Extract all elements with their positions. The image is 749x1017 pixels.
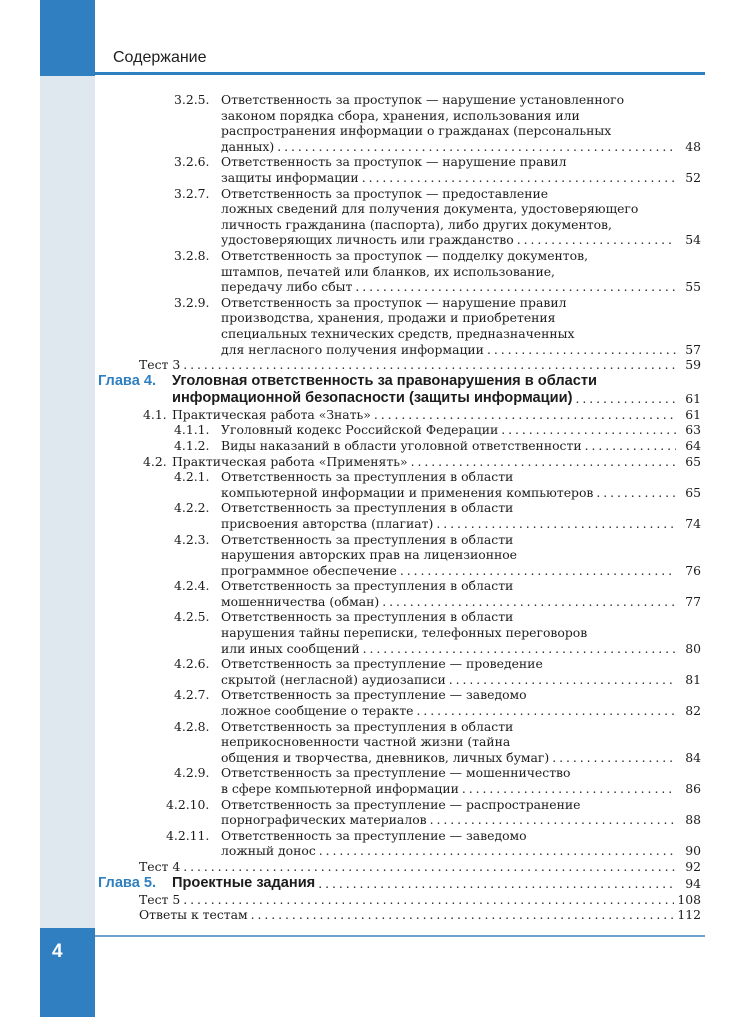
dot-leader — [400, 563, 676, 579]
page-ref: 80 — [685, 640, 701, 656]
entry-text: ложных сведений для получения документа, удостоверяющего — [221, 201, 639, 217]
entry-text: в сфере компьютерной информации — [221, 781, 459, 797]
page-ref: 61 — [685, 390, 701, 406]
toc-entry — [0, 609, 749, 656]
entry-text: мошенничества (обман) — [221, 593, 380, 609]
toc-entry — [0, 765, 749, 796]
entry-text: или иных сообщений — [221, 640, 360, 656]
entry-text: Ответственность за проступок — нарушение установленного — [221, 92, 625, 107]
page-ref: 81 — [685, 671, 701, 687]
toc-entry — [0, 469, 749, 500]
entry-text: Тест 5 — [139, 891, 181, 907]
entry-text: Уголовная ответственность за правонарушения в области — [172, 372, 597, 389]
toc-entry — [0, 828, 749, 859]
entry-text: производства, хранения, продажи и приобретения — [221, 310, 556, 326]
page-ref: 92 — [685, 859, 701, 875]
page-header-title: Содержание — [113, 49, 207, 66]
dot-leader — [430, 812, 676, 828]
entry-number: 4.1. — [143, 406, 167, 422]
entry-number: 4.2.6. — [174, 656, 210, 672]
entry-number: 3.2.6. — [174, 154, 210, 170]
chapter-entry — [0, 875, 749, 892]
page-ref: 65 — [685, 484, 701, 500]
header-rule — [95, 72, 705, 75]
entry-text: штампов, печатей или бланков, их использование, — [221, 263, 555, 279]
toc-entry — [0, 407, 749, 423]
entry-number: 4.2.2. — [174, 500, 210, 516]
entry-text: Ответственность за проступок — нарушение правил — [221, 294, 567, 310]
page-ref: 94 — [685, 875, 701, 891]
entry-text: личность гражданина (паспорта), либо других документов, — [221, 216, 612, 232]
entry-number: 4.2. — [143, 453, 167, 469]
toc-entry — [0, 357, 749, 373]
entry-text: Ответы к тестам — [139, 907, 248, 923]
entry-text: программное обеспечение — [221, 562, 397, 578]
dot-leader — [449, 672, 676, 688]
toc-entry — [0, 248, 749, 295]
page-ref: 76 — [685, 562, 701, 578]
entry-number: 4.2.7. — [174, 687, 210, 703]
toc-entry — [0, 422, 749, 438]
toc-entry — [0, 454, 749, 470]
dot-leader — [417, 703, 676, 719]
page-ref: 54 — [685, 232, 701, 248]
page-ref: 84 — [685, 749, 701, 765]
toc-entry — [0, 500, 749, 531]
dot-leader — [552, 750, 676, 766]
entry-number: 4.2.5. — [174, 609, 210, 625]
page-ref: 52 — [685, 169, 701, 185]
dot-leader — [318, 875, 676, 892]
entry-text: защиты информации — [221, 169, 359, 185]
entry-number: 4.2.9. — [174, 765, 210, 781]
toc-entry — [0, 719, 749, 766]
dot-leader — [596, 485, 676, 501]
toc-entry — [0, 295, 749, 357]
entry-text: нарушения тайны переписки, телефонных переговоров — [221, 625, 588, 641]
dot-leader — [363, 641, 676, 657]
dot-leader — [462, 781, 676, 797]
toc-entry — [0, 907, 749, 923]
toc-entry — [0, 92, 749, 154]
entry-text: Ответственность за проступок — подделку документов, — [221, 247, 589, 263]
toc-entry — [0, 656, 749, 687]
entry-text: Практическая работа «Применять» — [172, 453, 408, 469]
entry-text: нарушения авторских прав на лицензионное — [221, 547, 518, 563]
entry-text: Виды наказаний в области уголовной ответственности — [221, 437, 582, 453]
chapter-number: Глава 5. — [98, 874, 157, 891]
entry-text: общения и творчества, дневников, личных бумаг) — [221, 749, 550, 765]
entry-text: Ответственность за проступок — нарушение правил — [221, 154, 567, 170]
dot-leader — [183, 859, 676, 875]
entry-text: Ответственность за проступок — предоставление — [221, 185, 549, 201]
page-ref: 77 — [685, 593, 701, 609]
toc-entry — [0, 154, 749, 185]
page-ref: 63 — [685, 422, 701, 438]
entry-text: Ответственность за преступления в области — [221, 469, 514, 485]
entry-text: ложное сообщение о теракте — [221, 703, 414, 719]
entry-text: Ответственность за преступления в области — [221, 578, 514, 594]
entry-text: передачу либо сбыт — [221, 279, 353, 295]
entry-text: неприкосновенности частной жизни (тайна — [221, 734, 511, 750]
entry-text: для негласного получения информации — [221, 341, 484, 357]
entry-number: 4.2.3. — [174, 531, 210, 547]
entry-number: 4.2.1. — [174, 469, 210, 485]
header-color-block — [40, 0, 95, 76]
dot-leader — [487, 342, 676, 358]
entry-number: 4.2.11. — [166, 827, 210, 843]
toc-entry — [0, 687, 749, 718]
entry-text: Ответственность за преступления в области — [221, 718, 514, 734]
page-ref: 57 — [685, 341, 701, 357]
entry-number: 4.2.8. — [174, 718, 210, 734]
entry-text: Ответственность за преступления в области — [221, 531, 514, 547]
page-ref: 74 — [685, 515, 701, 531]
entry-number: 3.2.9. — [174, 294, 210, 310]
page-ref: 86 — [685, 781, 701, 797]
dot-leader — [501, 422, 676, 438]
entry-text: удостоверяющих личность или гражданство — [221, 232, 514, 248]
entry-number: 3.2.7. — [174, 185, 210, 201]
page-ref: 90 — [685, 843, 701, 859]
page-ref: 82 — [685, 703, 701, 719]
entry-number: 4.1.2. — [174, 437, 210, 453]
page-ref: 64 — [685, 437, 701, 453]
dot-leader — [411, 454, 676, 470]
entry-text: Ответственность за преступление — заведомо — [221, 687, 527, 703]
entry-text: Тест 3 — [139, 357, 181, 373]
dot-leader — [319, 843, 676, 859]
entry-number: 4.1.1. — [174, 422, 210, 438]
entry-text: Уголовный кодекс Российской Федерации — [221, 422, 499, 438]
table-of-contents — [0, 92, 749, 923]
page-ref: 65 — [685, 453, 701, 469]
entry-text: Проектные задания — [172, 874, 316, 891]
page-ref: 59 — [685, 357, 701, 373]
dot-leader — [436, 516, 676, 532]
entry-text: Ответственность за преступление — заведомо — [221, 827, 527, 843]
page-number: 4 — [52, 941, 63, 962]
dot-leader — [355, 279, 676, 295]
dot-leader — [362, 170, 676, 186]
entry-text: порнографических материалов — [221, 812, 427, 828]
toc-entry — [0, 578, 749, 609]
toc-entry — [0, 859, 749, 875]
entry-number: 3.2.8. — [174, 247, 210, 263]
dot-leader — [183, 892, 674, 908]
entry-text: компьютерной информации и применения компьютеров — [221, 484, 594, 500]
toc-entry — [0, 532, 749, 579]
entry-text: информационной безопасности (защиты информации) — [172, 389, 573, 406]
chapter-number: Глава 4. — [98, 372, 157, 389]
toc-entry — [0, 438, 749, 454]
page-ref: 48 — [685, 138, 701, 154]
footer-rule — [95, 935, 705, 937]
entry-text: данных) — [221, 138, 275, 154]
entry-text: Ответственность за преступление — проведение — [221, 656, 543, 672]
entry-text: Практическая работа «Знать» — [172, 406, 371, 422]
dot-leader — [251, 907, 675, 923]
entry-text: скрытой (негласной) аудиозаписи — [221, 671, 446, 687]
entry-number: 4.2.10. — [166, 796, 210, 812]
page-ref: 88 — [685, 812, 701, 828]
entry-text: распространения информации о гражданах (персональных — [221, 123, 612, 139]
toc-entry — [0, 892, 749, 908]
dot-leader — [382, 594, 676, 610]
dot-leader — [517, 232, 676, 248]
page-ref: 112 — [677, 907, 701, 923]
page-ref: 108 — [677, 891, 701, 907]
entry-text: Ответственность за преступление — распространение — [221, 796, 581, 812]
page-ref: 61 — [685, 406, 701, 422]
entry-number: 4.2.4. — [174, 578, 210, 594]
entry-text: Ответственность за преступления в области — [221, 609, 514, 625]
entry-text: присвоения авторства (плагиат) — [221, 515, 434, 531]
entry-text: ложный донос — [221, 843, 316, 859]
dot-leader — [277, 139, 676, 155]
entry-text: Ответственность за преступление — мошенничество — [221, 765, 571, 781]
toc-entry — [0, 797, 749, 828]
page-ref: 55 — [685, 279, 701, 295]
dot-leader — [183, 357, 676, 373]
entry-text: Ответственность за преступления в области — [221, 500, 514, 516]
dot-leader — [585, 438, 676, 454]
entry-number: 3.2.5. — [174, 92, 210, 107]
entry-text: специальных технических средств, предназначенных — [221, 325, 575, 341]
page-number-box — [40, 928, 95, 1017]
dot-leader — [575, 390, 676, 407]
toc-entry — [0, 186, 749, 248]
dot-leader — [374, 407, 676, 423]
entry-text: Тест 4 — [139, 859, 181, 875]
chapter-entry — [0, 373, 749, 407]
entry-text: законом порядка сбора, хранения, использования или — [221, 107, 580, 123]
